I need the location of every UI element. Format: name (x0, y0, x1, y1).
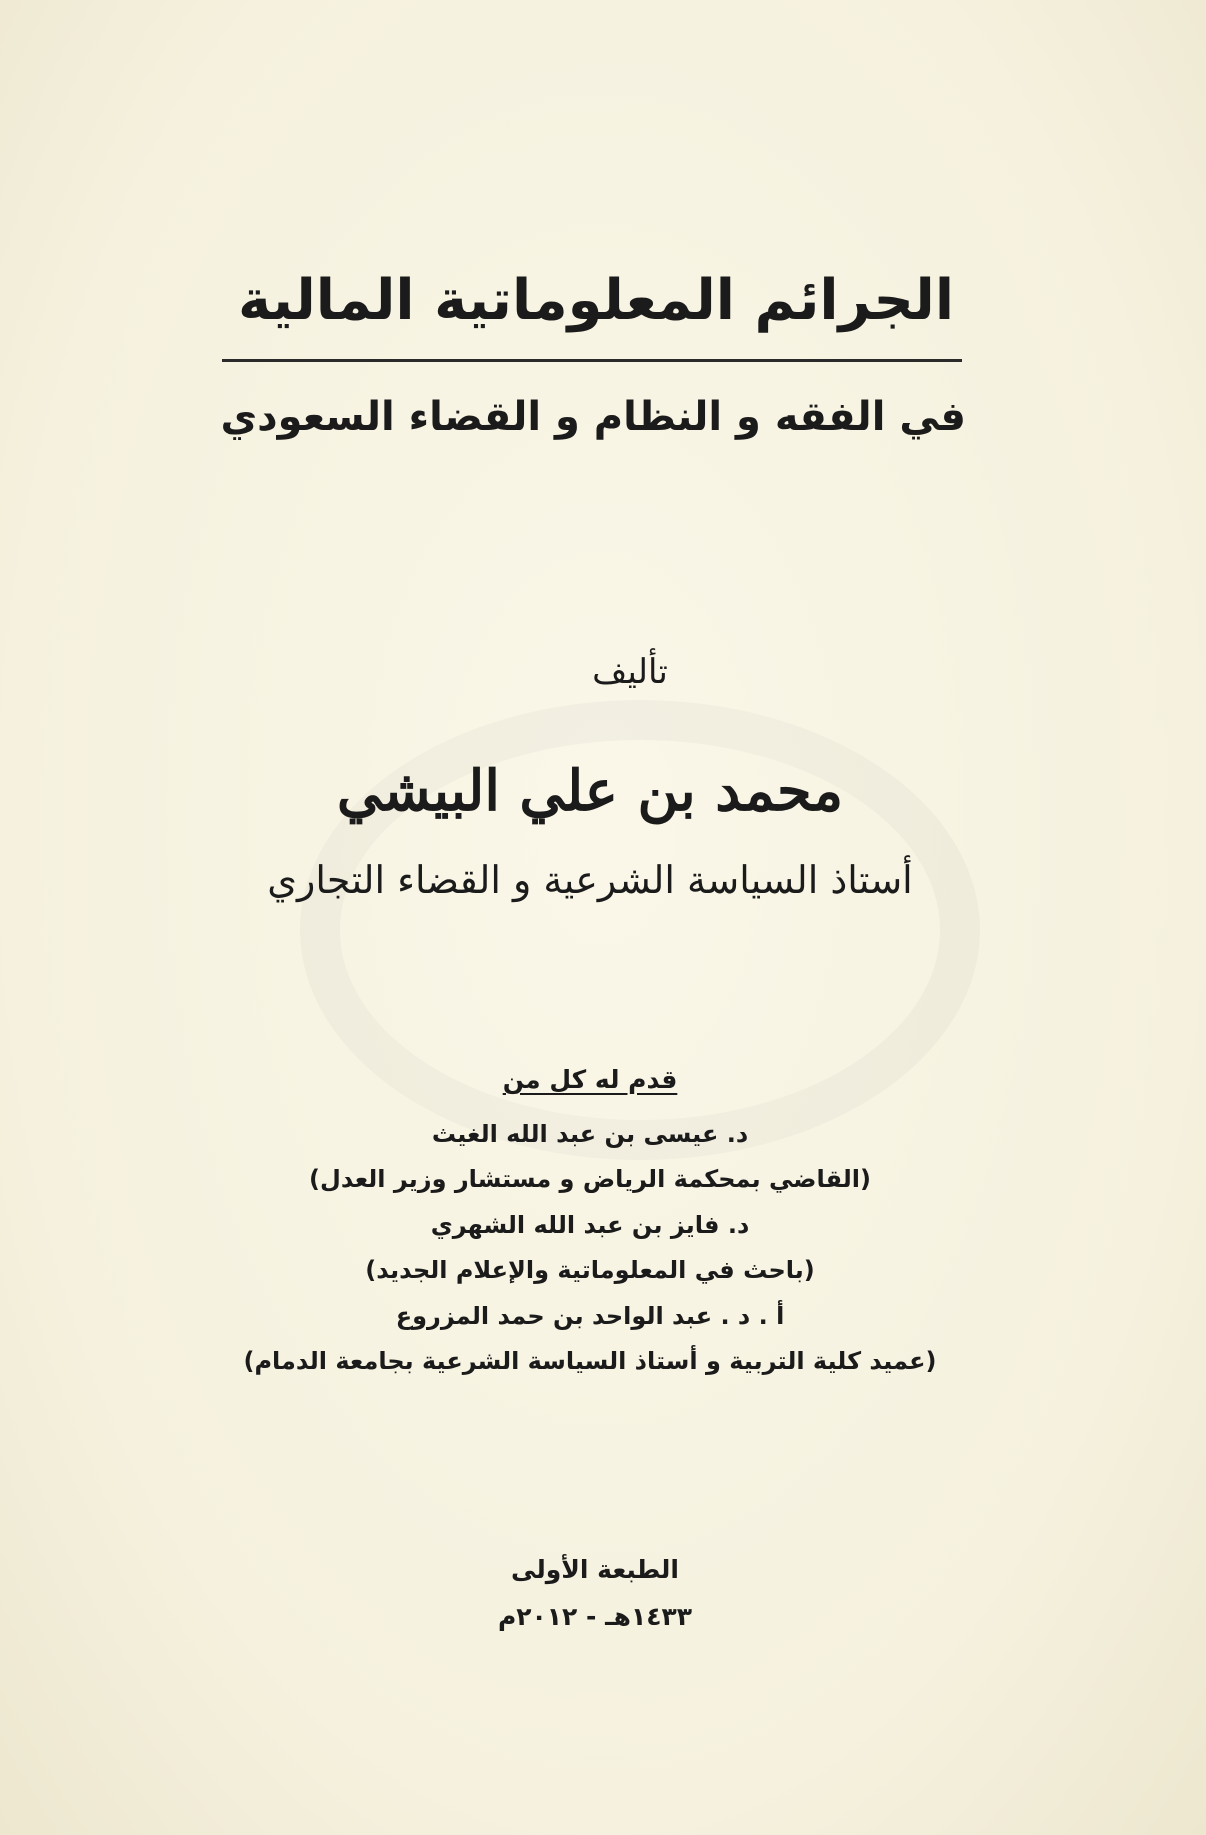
edition-label: الطبعة الأولى (511, 1555, 679, 1584)
book-title: الجرائم المعلوماتية المالية (237, 268, 955, 333)
presenter-role: (باحث في المعلوماتية والإعلام الجديد) (365, 1256, 815, 1284)
presenter-role: (عميد كلية التربية و أستاذ السياسة الشرعية بجامعة الدمام) (243, 1347, 937, 1375)
title-divider (222, 359, 962, 362)
introduced-by-label: قدم له كل من (502, 1065, 678, 1094)
presenter-name: د. عيسى بن عبد الله الغيث (431, 1120, 749, 1148)
book-subtitle: في الفقه و النظام و القضاء السعودي (220, 394, 966, 440)
publication-year: ١٤٣٣هـ - ٢٠١٢م (497, 1602, 693, 1631)
author-name: محمد بن علي البيشي (336, 758, 844, 824)
presenter-role: (القاضي بمحكمة الرياض و مستشار وزير العدل) (309, 1165, 871, 1193)
author-role: أستاذ السياسة الشرعية و القضاء التجاري (267, 858, 913, 902)
authorship-label: تأليف (592, 652, 668, 692)
presenter-name: أ . د . عبد الواحد بن حمد المزروع (395, 1302, 785, 1330)
presenter-name: د. فايز بن عبد الله الشهري (430, 1211, 750, 1239)
